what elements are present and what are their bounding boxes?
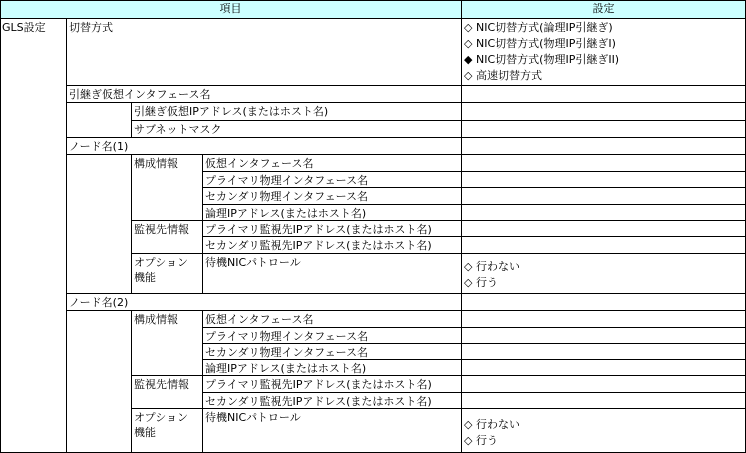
diamond-icon: ◇ <box>464 37 473 50</box>
switching-option-label: NIC切替方式(論理IP引継ぎ) <box>476 21 613 34</box>
patrol-option-label: 行わない <box>476 260 520 273</box>
standby-patrol-options <box>462 409 746 453</box>
config-value[interactable] <box>462 155 746 172</box>
config-value[interactable] <box>462 188 746 205</box>
takeover-ip-label: 引継ぎ仮想IPアドレス(またはホスト名) <box>132 103 462 121</box>
takeover-ip-value[interactable] <box>462 103 746 121</box>
diamond-icon: ◇ <box>464 276 473 289</box>
node-value[interactable] <box>462 138 746 155</box>
monitor-item: プライマリ監視先IPアドレス(またはホスト名) <box>203 221 462 237</box>
config-info-label: 構成情報 <box>132 311 203 376</box>
switching-method-label: 切替方式 <box>67 19 462 86</box>
config-info-label: 構成情報 <box>132 155 203 221</box>
option-label-line: 機能 <box>134 271 156 284</box>
config-item: セカンダリ物理インタフェース名 <box>203 344 462 360</box>
config-item: 仮想インタフェース名 <box>203 155 462 172</box>
standby-patrol-options <box>462 254 746 294</box>
monitor-item: セカンダリ監視先IPアドレス(またはホスト名) <box>203 237 462 254</box>
config-value[interactable] <box>462 311 746 328</box>
monitor-item: プライマリ監視先IPアドレス(またはホスト名) <box>203 376 462 393</box>
monitor-value[interactable] <box>462 237 746 254</box>
monitor-value[interactable] <box>462 221 746 237</box>
monitor-value[interactable] <box>462 376 746 393</box>
monitor-info-label: 監視先情報 <box>132 221 203 254</box>
monitor-info-label: 監視先情報 <box>132 376 203 409</box>
config-item: プライマリ物理インタフェース名 <box>203 172 462 188</box>
switching-option-label: 高速切替方式 <box>476 69 542 82</box>
monitor-value[interactable] <box>462 393 746 409</box>
patrol-option[interactable] <box>464 275 743 291</box>
switching-option-selected[interactable] <box>464 52 743 68</box>
switching-option[interactable] <box>464 36 743 52</box>
monitor-item: セカンダリ監視先IPアドレス(またはホスト名) <box>203 393 462 409</box>
config-value[interactable] <box>462 328 746 344</box>
config-value[interactable] <box>462 172 746 188</box>
config-item: 論理IPアドレス(またはホスト名) <box>203 360 462 376</box>
subnet-mask-value[interactable] <box>462 121 746 138</box>
switching-method-options <box>462 19 746 86</box>
node-label: ノード名(1) <box>67 138 462 155</box>
patrol-option-label: 行う <box>476 276 498 289</box>
node-label: ノード名(2) <box>67 294 462 311</box>
takeover-indent <box>67 103 132 138</box>
patrol-option[interactable] <box>464 433 743 449</box>
takeover-interface-label: 引継ぎ仮想インタフェース名 <box>67 86 462 103</box>
node-indent <box>67 311 132 453</box>
option-label-line: オプション <box>134 411 189 424</box>
option-function-label <box>132 409 203 453</box>
config-item: プライマリ物理インタフェース名 <box>203 328 462 344</box>
diamond-icon: ◇ <box>464 21 473 34</box>
diamond-icon: ◇ <box>464 260 473 273</box>
node-value[interactable] <box>462 294 746 311</box>
option-label-line: オプション <box>134 256 189 269</box>
config-value[interactable] <box>462 344 746 360</box>
option-label-line: 機能 <box>134 426 156 439</box>
filled-diamond-icon: ◆ <box>464 53 473 66</box>
standby-patrol-label: 待機NICパトロール <box>203 254 462 294</box>
section-label: GLS設定 <box>0 19 67 453</box>
config-item: セカンダリ物理インタフェース名 <box>203 188 462 205</box>
patrol-option-label: 行わない <box>476 418 520 431</box>
patrol-option[interactable] <box>464 259 743 275</box>
node-indent <box>67 155 132 294</box>
takeover-interface-value[interactable] <box>462 86 746 103</box>
patrol-option[interactable] <box>464 417 743 433</box>
diamond-icon: ◇ <box>464 418 473 431</box>
patrol-option-label: 行う <box>476 434 498 447</box>
standby-patrol-label: 待機NICパトロール <box>203 409 462 453</box>
switching-option[interactable] <box>464 68 743 84</box>
config-value[interactable] <box>462 205 746 221</box>
item-column-header: 項目 <box>0 0 462 19</box>
option-function-label <box>132 254 203 294</box>
config-item: 仮想インタフェース名 <box>203 311 462 328</box>
setting-column-header: 設定 <box>462 0 746 19</box>
diamond-icon: ◇ <box>464 69 473 82</box>
subnet-mask-label: サブネットマスク <box>132 121 462 138</box>
switching-option[interactable] <box>464 20 743 36</box>
switching-option-label: NIC切替方式(物理IP引継ぎII) <box>476 53 620 66</box>
config-item: 論理IPアドレス(またはホスト名) <box>203 205 462 221</box>
config-value[interactable] <box>462 360 746 376</box>
diamond-icon: ◇ <box>464 434 473 447</box>
switching-option-label: NIC切替方式(物理IP引継ぎI) <box>476 37 616 50</box>
